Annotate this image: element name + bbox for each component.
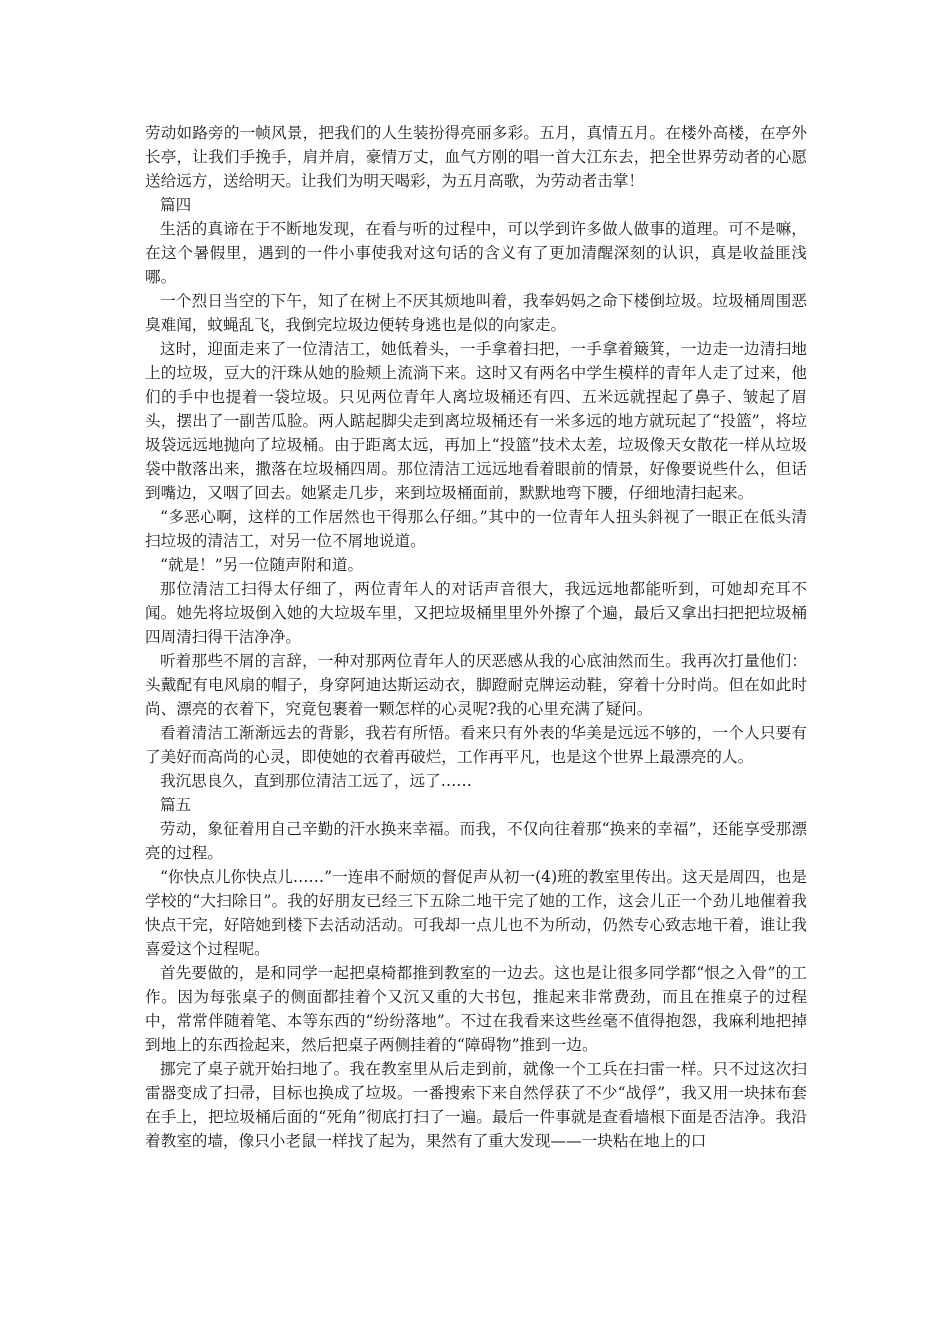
body-paragraph: “你快点儿你快点儿……”一连串不耐烦的督促声从初一(4)班的教室里传出。这天是周四，也是学校的“大扫除日”。我的好朋友已经三下五除二地干完了她的工作，这会儿正一个劲儿地催着我快点干完，好陪她到楼下去活动活动。可我却一点儿也不为所动，仍然专心致志地干着，谁让我喜爱这个过程呢。 [145, 868, 807, 958]
body-paragraph: 那位清洁工扫得太仔细了，两位青年人的对话声音很大，我远远地都能听到，可她却充耳不闻。她先将垃圾倒入她的大垃圾车里，又把垃圾桶里里外外擦了个遍，最后又拿出扫把把垃圾桶四周清扫得干洁净净。 [145, 580, 807, 646]
body-paragraph: 生活的真谛在于不断地发现，在看与听的过程中，可以学到许多做人做事的道理。可不是嘛，在这个暑假里，遇到的一件小事使我对这句话的含义有了更加清醒深刻的认识，真是收益匪浅哪。 [145, 220, 807, 286]
body-paragraph: 我沉思良久，直到那位清洁工远了，远了…… [160, 772, 472, 790]
section-heading: 篇五 [160, 796, 192, 814]
body-paragraph: 首先要做的，是和同学一起把桌椅都推到教室的一边去。这也是让很多同学都“恨之入骨”的工作。因为每张桌子的侧面都挂着个又沉又重的大书包，推起来非常费劲，而且在推桌子的过程中，常常伴随着笔、本等东西的“纷纷落地”。不过在我看来这些丝毫不值得抱怨，我麻利地把掉到地上的东西捡起来，然后把桌子两侧挂着的“障碍物”推到一边。 [145, 964, 807, 1054]
body-paragraph: 劳动如路旁的一帧风景，把我们的人生装扮得亮丽多彩。五月，真情五月。在楼外高楼，在亭外长亭，让我们手挽手，肩并肩，豪情万丈，血气方刚的唱一首大江东去，把全世界劳动者的心愿送给远方，送给明天。让我们为明天喝彩，为五月高歌，为劳动者击掌！ [145, 124, 807, 190]
body-paragraph: 劳动，象征着用自己辛勤的汗水换来幸福。而我，不仅向往着那“换来的幸福”，还能享受那漂亮的过程。 [145, 820, 807, 862]
body-paragraph: 看着清洁工渐渐远去的背影，我若有所悟。看来只有外表的华美是远远不够的，一个人只要有了美好而高尚的心灵，即使她的衣着再破烂，工作再平凡，也是这个世界上最漂亮的人。 [145, 724, 807, 766]
body-paragraph: “多恶心啊，这样的工作居然也干得那么仔细。”其中的一位青年人扭头斜视了一眼正在低头清扫垃圾的清洁工，对另一位不屑地说道。 [145, 508, 807, 550]
body-paragraph: 听着那些不屑的言辞，一种对那两位青年人的厌恶感从我的心底油然而生。我再次打量他们：头戴配有电风扇的帽子，身穿阿迪达斯运动衣，脚蹬耐克牌运动鞋，穿着十分时尚。但在如此时尚、漂亮的衣着下，究竟包裹着一颗怎样的心灵呢?我的心里充满了疑问。 [145, 652, 807, 718]
section-heading: 篇四 [160, 196, 192, 214]
body-paragraph: “就是！”另一位随声附和道。 [160, 556, 364, 574]
body-paragraph: 一个烈日当空的下午，知了在树上不厌其烦地叫着，我奉妈妈之命下楼倒垃圾。垃圾桶周围恶臭难闻，蚊蝇乱飞，我倒完垃圾边便转身逃也是似的向家走。 [145, 292, 807, 334]
document-body [145, 121, 807, 1153]
body-paragraph: 挪完了桌子就开始扫地了。我在教室里从后走到前，就像一个工兵在扫雷一样。只不过这次扫雷器变成了扫帚，目标也换成了垃圾。一番搜索下来自然俘获了不少“战俘”，我又用一块抹布套在手上，把垃圾桶后面的“死角”彻底打扫了一遍。最后一件事就是查看墙根下面是否洁净。我沿着教室的墙，像只小老鼠一样找了起为，果然有了重大发现——一块粘在地上的口 [145, 1060, 807, 1150]
body-paragraph: 这时，迎面走来了一位清洁工，她低着头，一手拿着扫把，一手拿着簸箕，一边走一边清扫地上的垃圾，豆大的汗珠从她的脸颊上流淌下来。这时又有两名中学生模样的青年人走了过来，他们的手中也提着一袋垃圾。只见两位青年人离垃圾桶还有四、五米远就捏起了鼻子、皱起了眉头，摆出了一副苦瓜脸。两人踮起脚尖走到离垃圾桶还有一米多远的地方就玩起了“投篮”，将垃圾袋远远地抛向了垃圾桶。由于距离太远，再加上“投篮”技术太差，垃圾像天女散花一样从垃圾袋中散落出来，撒落在垃圾桶四周。那位清洁工远远地看着眼前的情景，好像要说些什么，但话到嘴边，又咽了回去。她紧走几步，来到垃圾桶面前，默默地弯下腰，仔细地清扫起来。 [145, 340, 807, 502]
